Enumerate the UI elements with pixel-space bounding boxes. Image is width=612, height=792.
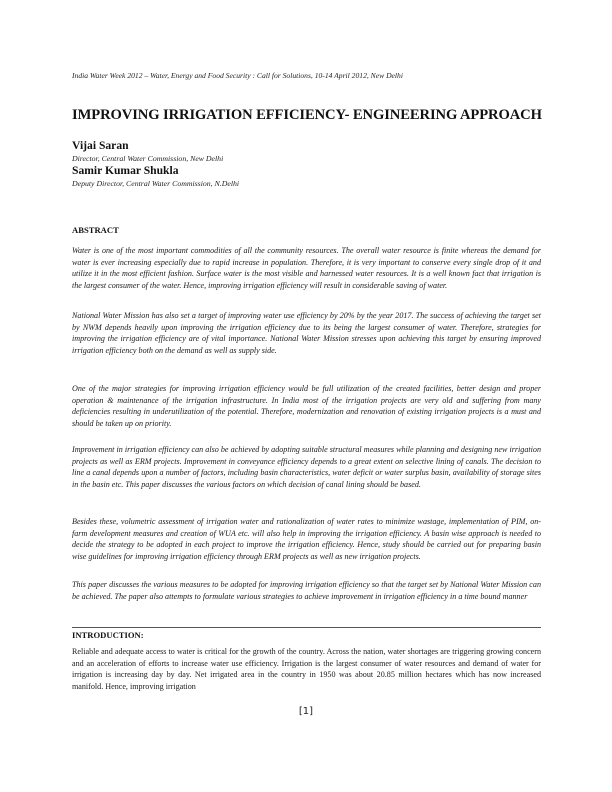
abstract-paragraph: This paper discusses the various measures to be adopted for improving irrigation efficiency so that the target set by National Water Mission can be achieved. The paper also attempts to formulate various strategies to achieve improvement in irrigation efficiency in a time bound manner [72,580,541,601]
abstract-paragraph: One of the major strategies for improving irrigation efficiency would be full utilization of the created facilities, better design and proper operation & maintenance of the irrigation infrastructure. In India most of the irrigation projects are very old and suffering from many deficiencies resulting in underutilization of the potential. Therefore, modernization and renovation of existing irrigation projects is a must and should be taken up on priority. [72,384,541,428]
author-affiliation: Director, Central Water Commission, New Delhi [72,154,224,163]
abstract-paragraph: National Water Mission has also set a target of improving water use efficiency by 20% by the year 2017. The success of achieving the target set by NWM depends heavily upon improving the irrigation efficiency due to its being the largest consumer of water. Therefore, strategies for improving the irrigation efficiency are of vital importance. National Water Mission stresses upon achieving this target by ensuring improved irrigation efficiency both on the demand as well as supply side. [72,311,541,355]
section-divider [72,627,541,628]
abstract-heading: ABSTRACT [72,225,119,235]
running-header: India Water Week 2012 – Water, Energy and Food Security : Call for Solutions, 10-14 April 2012, New Delhi [72,71,403,80]
paper-title: IMPROVING IRRIGATION EFFICIENCY- ENGINEERING APPROACH [72,107,542,123]
author-name: Samir Kumar Shukla [72,164,179,177]
abstract-paragraph: Water is one of the most important commodities of all the community resources. The overall water resource is finite whereas the demand for water is ever increasing especially due to rapid increase in population. Therefore, it is very important to conserve every single drop of it and utilize it in the most efficient fashion. Surface water is the most visible and harnessed water resources. It is a well known fact that irrigation is the largest consumer of the water. Hence, improving irrigation efficiency will result in considerable saving of water. [72,246,541,290]
introduction-heading: INTRODUCTION: [72,630,144,640]
author-affiliation: Deputy Director, Central Water Commission, N.Delhi [72,179,240,188]
author-name: Vijai Saran [72,139,129,152]
abstract-paragraph: Besides these, volumetric assessment of irrigation water and rationalization of water rates to minimize wastage, implementation of PIM, on-farm development measures and creation of WUA etc. will also help in improving the irrigation efficiency. A basin wise approach is needed to decide the strategy to be adopted in each project to improve the irrigation efficiency. Hence, study should be carried out for preparing basin wise guidelines for improving irrigation efficiency through ERM projects as well as new irrigation projects. [72,517,541,561]
page-number: [1] [298,706,314,717]
introduction-paragraph: Reliable and adequate access to water is critical for the growth of the country. Across the nation, water shortages are triggering growing concern and an acceleration of efforts to increase water use efficiency. Irrigation is the largest consumer of water resources and demand of water for irrigation is increasing day by day. Net irrigated area in the country in 1950 was about 20.85 million hectares which has now increased manifold. Hence, improving irrigation [72,647,541,691]
abstract-paragraph: Improvement in irrigation efficiency can also be achieved by adopting suitable structural measures while planning and designing new irrigation projects as well as ERM projects. Improvement in conveyance efficiency depends to a great extent on selective lining of canals. The decision to line a canal depends upon a number of factors, including basin characteristics, water deficit or water surplus basin, availability of storage sites in the basin etc. This paper discusses the various factors on which decision of canal lining should be based. [72,445,541,489]
